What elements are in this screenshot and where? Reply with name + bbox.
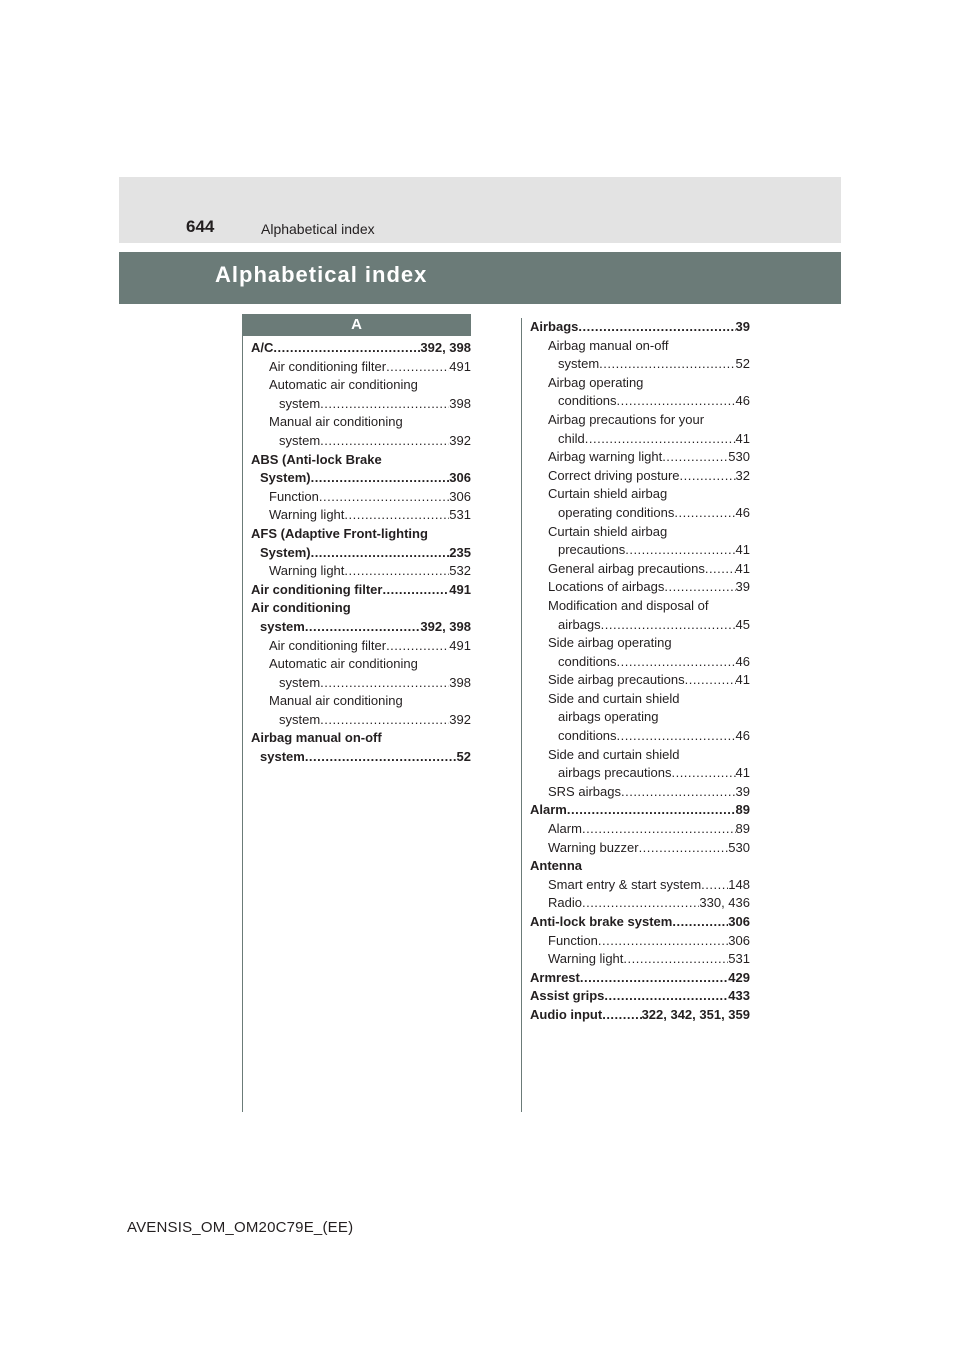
- index-subentry: Warning light ..... 531: [251, 506, 471, 525]
- index-subentry: precautions ..... 41: [530, 541, 750, 560]
- column-rule-right: [521, 318, 522, 1112]
- index-subentry: conditions ..... 46: [530, 727, 750, 746]
- index-subentry: Side airbag operating: [548, 635, 672, 651]
- index-subentry: airbags ..... 45: [530, 616, 750, 635]
- page-number: 644: [186, 217, 215, 236]
- index-subentry: system ..... 392: [251, 432, 471, 451]
- header-band: [119, 177, 841, 243]
- index-subentry: Side and curtain shield: [548, 746, 680, 762]
- index-entry: system ..... 52: [251, 748, 471, 767]
- index-entry: Alarm ..... 89: [530, 801, 750, 820]
- index-subentry: Air conditioning filter ..... 491: [251, 637, 471, 656]
- index-subentry: Airbag warning light ..... 530: [530, 448, 750, 467]
- index-entry: ABS (Anti-lock Brake: [251, 451, 382, 467]
- index-subentry: Air conditioning filter ..... 491: [251, 358, 471, 377]
- index-subentry: Manual air conditioning: [269, 693, 403, 709]
- index-subentry: conditions ..... 46: [530, 653, 750, 672]
- index-entry: Air conditioning filter ..... 491: [251, 581, 471, 600]
- index-entry: System) ..... 235: [251, 544, 471, 563]
- index-subentry: Automatic air conditioning: [269, 656, 418, 672]
- index-subentry: Warning buzzer ..... 530: [530, 839, 750, 858]
- index-subentry: Function ..... 306: [530, 932, 750, 951]
- index-subentry: Smart entry & start system ..... 148: [530, 876, 750, 895]
- index-subentry: Curtain shield airbag: [548, 523, 668, 539]
- index-entry: System) ..... 306: [251, 469, 471, 488]
- index-subentry: operating conditions ..... 46: [530, 504, 750, 523]
- page-title: Alphabetical index: [215, 262, 428, 287]
- index-subentry: Locations of airbags ..... 39: [530, 578, 750, 597]
- index-entry: Antenna: [530, 858, 582, 874]
- index-column-left: [251, 339, 471, 767]
- index-entry: Assist grips ..... 433: [530, 987, 750, 1006]
- index-subentry: Airbag manual on-off: [548, 337, 669, 353]
- footer-doc-code: AVENSIS_OM_OM20C79E_(EE): [127, 1219, 354, 1236]
- index-entry: Armrest ..... 429: [530, 969, 750, 988]
- index-subentry: conditions ..... 46: [530, 392, 750, 411]
- index-subentry: Airbag operating: [548, 374, 644, 390]
- index-subentry: Warning light ..... 531: [530, 950, 750, 969]
- index-subentry: Radio ..... 330, 436: [530, 894, 750, 913]
- index-entry: Anti-lock brake system ..... 306: [530, 913, 750, 932]
- index-entry: AFS (Adaptive Front-lighting: [251, 525, 428, 541]
- index-subentry: system ..... 398: [251, 395, 471, 414]
- index-subentry: SRS airbags ..... 39: [530, 783, 750, 802]
- index-subentry: Airbag precautions for your: [548, 411, 705, 427]
- index-entry: Air conditioning: [251, 600, 351, 616]
- index-entry: A/C ..... 392, 398: [251, 339, 471, 358]
- index-subentry: Warning light ..... 532: [251, 562, 471, 581]
- index-subentry: Alarm ..... 89: [530, 820, 750, 839]
- index-subentry: Modification and disposal of: [548, 597, 709, 613]
- index-entry: system ..... 392, 398: [251, 618, 471, 637]
- index-subentry: Side and curtain shield: [548, 690, 680, 706]
- section-letter-tab: A: [242, 314, 471, 336]
- index-subentry: Correct driving posture ..... 32: [530, 467, 750, 486]
- index-subentry: Side airbag precautions ..... 41: [530, 671, 750, 690]
- index-subentry: Function ..... 306: [251, 488, 471, 507]
- index-subentry: system ..... 392: [251, 711, 471, 730]
- index-subentry: airbags precautions ..... 41: [530, 764, 750, 783]
- index-subentry: system ..... 398: [251, 674, 471, 693]
- index-subentry: airbags operating: [558, 709, 659, 725]
- index-subentry: system ..... 52: [530, 355, 750, 374]
- index-subentry: Manual air conditioning: [269, 414, 403, 430]
- index-entry: Airbag manual on-off: [251, 730, 382, 746]
- index-subentry: Curtain shield airbag: [548, 486, 668, 502]
- index-entry: Audio input ..... 322, 342, 351, 359: [530, 1006, 750, 1025]
- running-head: Alphabetical index: [261, 221, 375, 237]
- title-band: [119, 252, 841, 304]
- index-subentry: General airbag precautions ..... 41: [530, 560, 750, 579]
- column-rule-left: [242, 336, 243, 1112]
- index-subentry: child ..... 41: [530, 430, 750, 449]
- index-column-right: [530, 318, 750, 1025]
- index-entry: Airbags ..... 39: [530, 318, 750, 337]
- index-subentry: Automatic air conditioning: [269, 377, 418, 393]
